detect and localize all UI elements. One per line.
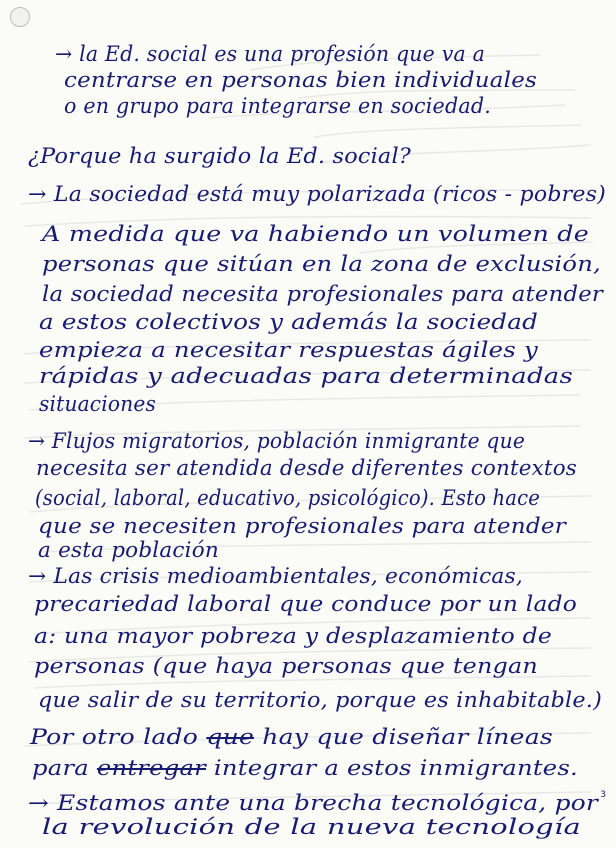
text-line-6: A medida que va habiendo un volumen de xyxy=(42,222,589,246)
text-line-23 xyxy=(30,727,553,748)
line-24-prefix: para xyxy=(32,756,97,780)
punch-hole xyxy=(10,7,30,27)
text-line-14: necesita ser atendida desde diferentes contextos xyxy=(36,456,577,480)
text-line-22: que salir de su territorio, porque es inhabitable.) xyxy=(38,688,602,712)
text-line-13: → Flujos migratorios, población inmigrante que xyxy=(28,429,525,453)
text-line-18: → Las crisis medioambientales, económicas, xyxy=(28,564,523,588)
struck-word-que: que xyxy=(206,725,255,749)
text-line-16: que se necesiten profesionales para atender xyxy=(38,514,566,538)
text-line-24 xyxy=(32,758,578,779)
question-heading: ¿Porque ha surgido la Ed. social? xyxy=(28,144,412,168)
text-line-12: situaciones xyxy=(39,392,156,416)
text-line-2: centrarse en personas bien individuales xyxy=(64,68,537,92)
line-23-suffix: hay que diseñar líneas xyxy=(254,725,553,749)
text-line-10: empieza a necesitar respuestas ágiles y xyxy=(39,338,538,362)
text-line-19: precariedad laboral que conduce por un lado xyxy=(34,592,577,616)
text-line-26: la revolución de la nueva tecnología xyxy=(42,815,581,839)
text-line-3: o en grupo para integrarse en sociedad. xyxy=(64,94,491,118)
text-line-7: personas que sitúan en la zona de exclusión, xyxy=(42,252,601,276)
text-line-15: (social, laboral, educativo, psicológico). Esto hace xyxy=(35,486,540,510)
struck-word-entregar: entregar xyxy=(96,756,206,780)
text-line-25: → Estamos ante una brecha tecnológica, por xyxy=(28,791,598,815)
text-line-21: personas (que haya personas que tengan xyxy=(34,654,538,678)
edge-mark: 3 xyxy=(600,790,606,800)
line-23-prefix: Por otro lado xyxy=(30,725,207,749)
text-line-17: a esta población xyxy=(38,538,219,562)
text-line-1: → la Ed. social es una profesión que va a xyxy=(55,42,485,66)
line-24-suffix: integrar a estos inmigrantes. xyxy=(205,756,579,780)
text-line-11: rápidas y adecuadas para determinadas xyxy=(39,364,573,388)
text-line-5: → La sociedad está muy polarizada (ricos - pobres) xyxy=(28,182,606,206)
text-line-8: la sociedad necesita profesionales para atender xyxy=(42,282,603,306)
text-line-9: a estos colectivos y además la sociedad xyxy=(39,310,538,334)
text-line-20: a: una mayor pobreza y desplazamiento de xyxy=(34,624,552,648)
